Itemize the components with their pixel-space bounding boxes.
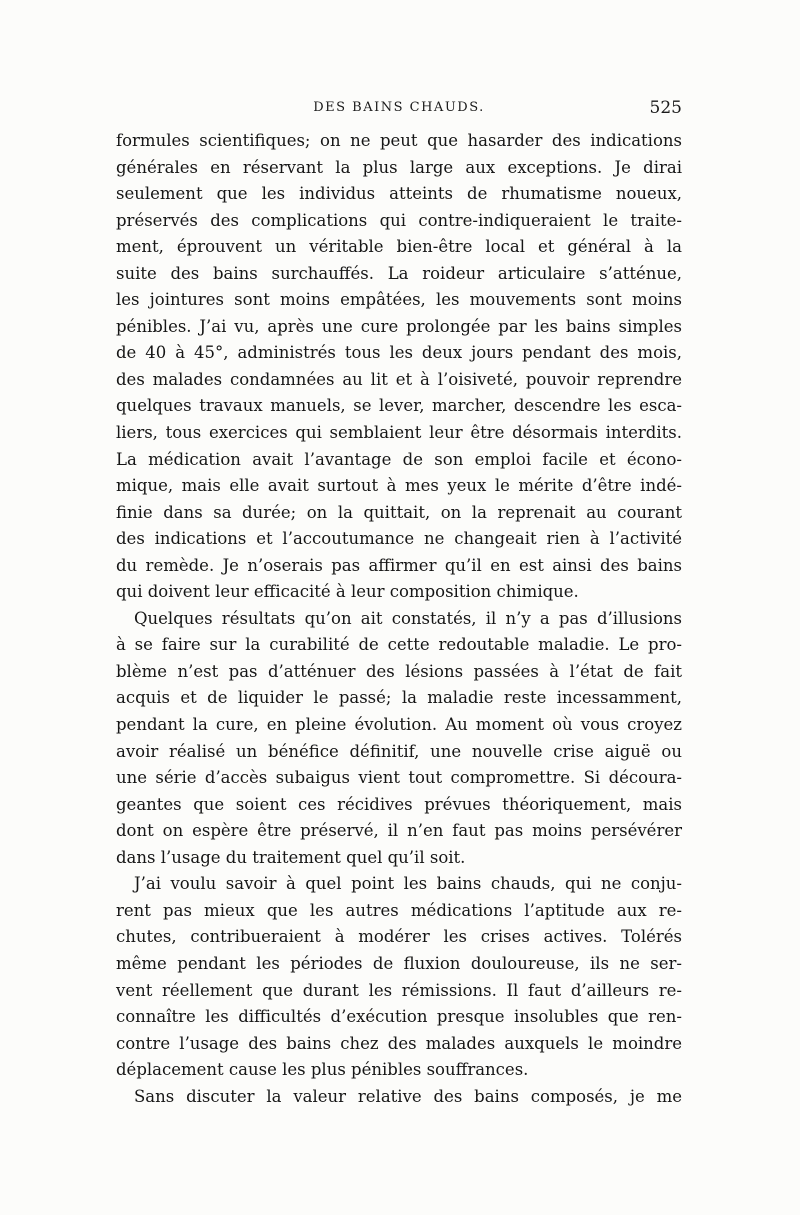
text-line: connaître les difficultés d’exécution presque insolubles que ren- xyxy=(116,1007,682,1027)
text-line: pendant la cure, en pleine évolution. Au moment où vous croyez xyxy=(116,715,682,735)
running-title: DES BAINS CHAUDS. xyxy=(313,100,485,115)
text-line: des indications et l’accoutumance ne changeait rien à l’activité xyxy=(116,529,682,549)
paragraph-first-line: J’ai voulu savoir à quel point les bains chauds, qui ne conju- xyxy=(134,874,682,894)
text-line: déplacement cause les plus pénibles souffrances. xyxy=(116,1060,529,1080)
text-line: rent pas mieux que les autres médications l’aptitude aux re- xyxy=(116,900,682,920)
text-line: dont on espère être préservé, il n’en faut pas moins persévérer xyxy=(116,821,682,841)
text-line: de 40 à 45°, administrés tous les deux jours pendant des mois, xyxy=(116,343,682,363)
text-line: les jointures sont moins empâtées, les mouvements sont moins xyxy=(116,290,682,310)
text-line: seulement que les individus atteints de rhumatisme noueux, xyxy=(116,184,682,204)
text-line: finie dans sa durée; on la quittait, on la reprenait au courant xyxy=(116,502,682,522)
text-line: vent réellement que durant les rémissions. Il faut d’ailleurs re- xyxy=(116,980,682,1000)
text-line: La médication avait l’avantage de son emploi facile et écono- xyxy=(116,449,682,469)
running-head xyxy=(116,98,682,120)
page-number: 525 xyxy=(649,98,682,118)
text-line: qui doivent leur efficacité à leur composition chimique. xyxy=(116,582,579,602)
text-line: générales en réservant la plus large aux exceptions. Je dirai xyxy=(116,157,682,177)
text-line: quelques travaux manuels, se lever, marcher, descendre les esca- xyxy=(116,396,682,416)
text-line: avoir réalisé un bénéfice définitif, une nouvelle crise aiguë ou xyxy=(116,741,682,761)
text-line: suite des bains surchauffés. La roideur articulaire s’atténue, xyxy=(116,263,682,283)
paragraph-first-line: Quelques résultats qu’on ait constatés, il n’y a pas d’illusions xyxy=(134,608,682,628)
text-line: mique, mais elle avait surtout à mes yeux le mérite d’être indé- xyxy=(116,476,682,496)
text-line: du remède. Je n’oserais pas affirmer qu’il en est ainsi des bains xyxy=(116,555,682,575)
text-line: pénibles. J’ai vu, après une cure prolongée par les bains simples xyxy=(116,316,682,336)
text-line: préservés des complications qui contre-indiqueraient le traite- xyxy=(116,210,682,230)
body-text xyxy=(116,128,682,1110)
text-line: liers, tous exercices qui semblaient leur être désormais interdits. xyxy=(116,423,682,443)
text-line: même pendant les périodes de fluxion douloureuse, ils ne ser- xyxy=(116,953,682,973)
text-line: formules scientifiques; on ne peut que hasarder des indications xyxy=(116,131,682,150)
paragraph-first-line: Sans discuter la valeur relative des bains composés, je me xyxy=(134,1086,682,1106)
text-line: ment, éprouvent un véritable bien-être local et général à la xyxy=(116,237,682,257)
text-line: dans l’usage du traitement quel qu’il soit. xyxy=(116,847,466,867)
text-line: des malades condamnées au lit et à l’oisiveté, pouvoir reprendre xyxy=(116,369,682,389)
text-line: chutes, contribueraient à modérer les crises actives. Tolérés xyxy=(116,927,682,947)
text-line: contre l’usage des bains chez des malades auxquels le moindre xyxy=(116,1033,682,1053)
text-line: geantes que soient ces récidives prévues théoriquement, mais xyxy=(116,794,682,814)
text-line: blème n’est pas d’atténuer des lésions passées à l’état de fait xyxy=(116,661,682,681)
text-line: une série d’accès subaigus vient tout compromettre. Si découra- xyxy=(116,768,682,788)
text-line: acquis et de liquider le passé; la maladie reste incessamment, xyxy=(116,688,682,708)
text-line: à se faire sur la curabilité de cette redoutable maladie. Le pro- xyxy=(116,635,682,655)
